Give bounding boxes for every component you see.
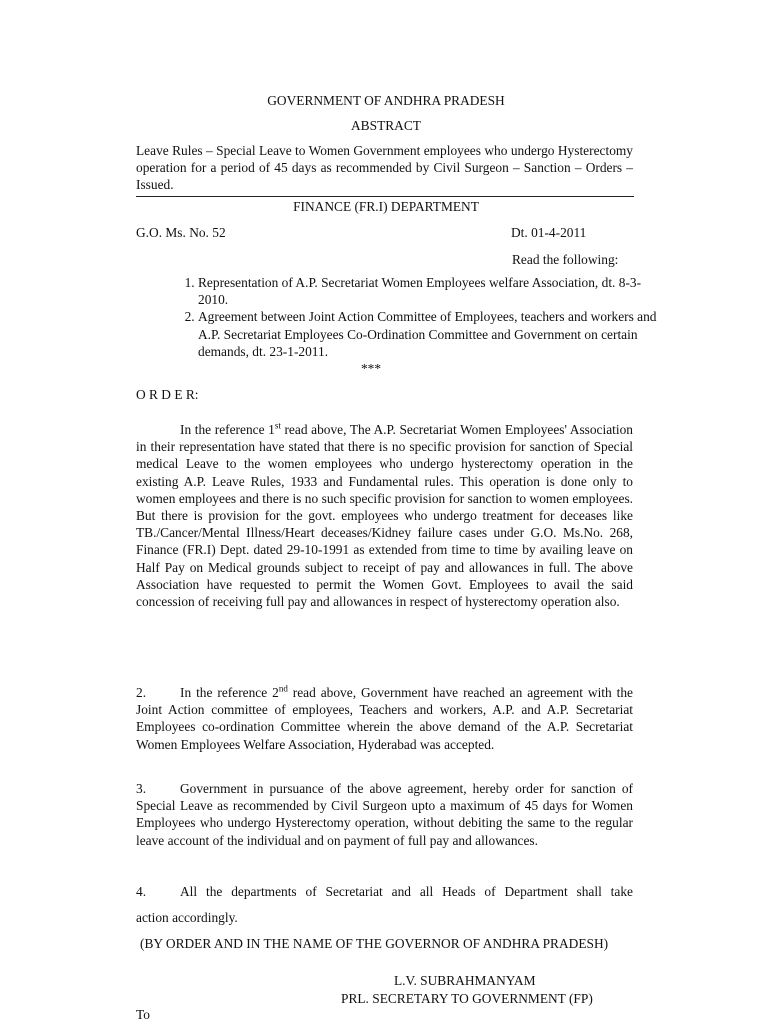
reference-item: 1. Representation of A.P. Secretariat Women Employees welfare Association, dt. 8-3-2010. (198, 274, 658, 308)
paragraph-4-line-1: 4. All the departments of Secretariat and all Heads of Department shall take (136, 884, 633, 899)
by-order-line: (BY ORDER AND IN THE NAME OF THE GOVERNOR OF ANDHRA PRADESH) (140, 936, 609, 951)
subject-text: Leave Rules – Special Leave to Women Government employees who undergo Hysterectomy operation for a period of 45 days as recommended by Civil Surgeon – Sanction – Orders – Issued. (136, 143, 633, 193)
paragraph-4-line-2: action accordingly. (136, 910, 238, 925)
go-date: Dt. 01-4-2011 (511, 225, 587, 240)
to-label: To (136, 1007, 150, 1022)
signatory-designation: PRL. SECRETARY TO GOVERNMENT (FP) (341, 991, 593, 1006)
order-heading: O R D E R: (136, 387, 199, 402)
subject-divider (136, 196, 634, 197)
read-following: Read the following: (512, 252, 619, 267)
reference-item: 2. Agreement between Joint Action Committee of Employees, teachers and workers and A.P. Secretariat Employees Co-Ordination Committee and Government on certain demands, dt. 23-1-2011. (198, 308, 658, 360)
paragraph-3: 3. Government in pursuance of the above agreement, hereby order for sanction of Special Leave as recommended by Civil Surgeon upto a maximum of 45 days for Women Employees who undergo Hysterectomy operation, without debiting the same to the regular leave account of the individual and on payment of full pay and allowances. (136, 781, 633, 848)
reference-list (178, 274, 658, 360)
paragraph-2: 2. In the reference 2nd read above, Government have reached an agreement with the Joint Action committee of employees, Teachers and workers, A.P. and A.P. Secretariat Employees co-ordination Committee wherein the above demand of the A.P. Secretariat Women Employees Welfare Association, Hyderabad was accepted. (136, 683, 633, 752)
abstract-heading: ABSTRACT (351, 118, 421, 133)
government-heading: GOVERNMENT OF ANDHRA PRADESH (267, 93, 505, 108)
separator-stars: *** (360, 361, 382, 376)
department-name: FINANCE (FR.I) DEPARTMENT (293, 199, 479, 214)
paragraph-1: In the reference 1st read above, The A.P. Secretariat Women Employees' Association in their representation have stated that there is no specific provision for sanction of Special medical Leave to the women employees who undergo hysterectomy operation in the existing A.P. Leave Rules, 1933 and Fundamental rules. This operation is done only to women employees and there is no such specific provision for sanction to women employees. But there is provision for the govt. employees who undergo treatment for deceases like TB./Cancer/Mental Illness/Heart deceases/Kidney failure cases under G.O. Ms.No. 268, Finance (FR.I) Dept. dated 29-10-1991 as extended from time to time by availing leave on Half Pay on Medical grounds subject to receipt of pay and allowances in full. The above Association have requested to permit the Women Govt. Employees to avail the said concession of receiving full pay and allowances in respect of hysterectomy operation also. (136, 420, 633, 610)
go-number: G.O. Ms. No. 52 (136, 225, 226, 240)
signatory-name: L.V. SUBRAHMANYAM (394, 973, 536, 988)
